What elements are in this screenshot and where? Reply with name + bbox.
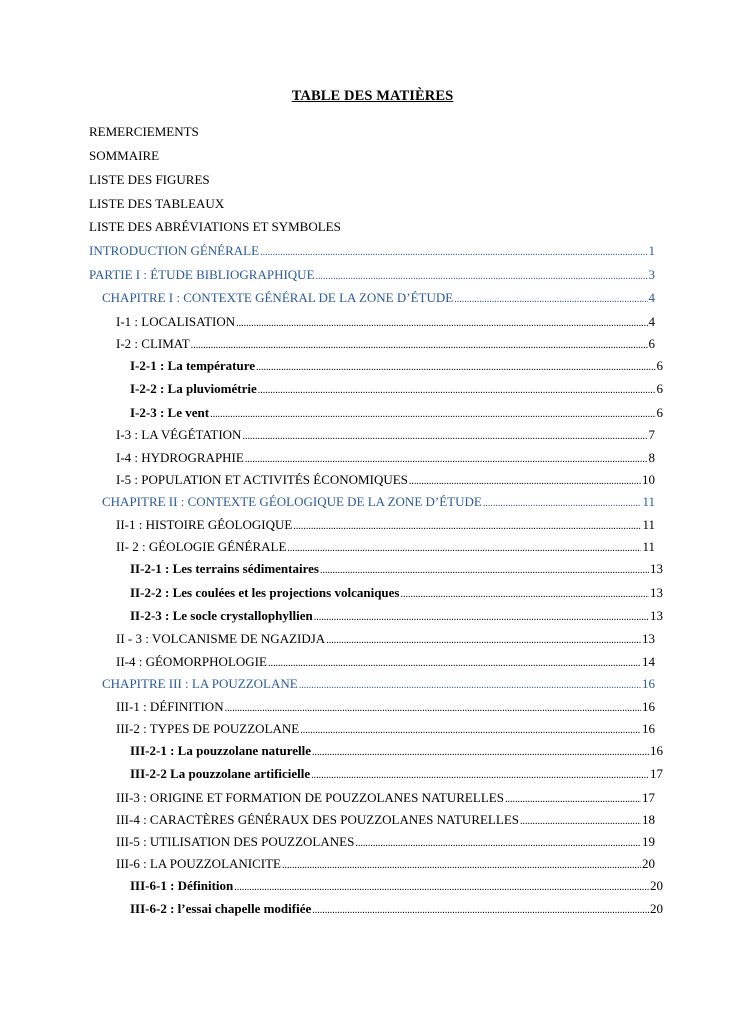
toc-entry-label: III-6-1 : Définition xyxy=(130,878,234,893)
dot-leader xyxy=(314,610,649,626)
toc-page-number: 13 xyxy=(650,561,663,576)
toc-entry-i-3[interactable] xyxy=(116,427,655,445)
toc-entry-introduction[interactable] xyxy=(89,243,655,261)
toc-page-number: 13 xyxy=(650,585,663,600)
toc-page-number: 16 xyxy=(642,721,655,736)
toc-page-number: 17 xyxy=(650,766,663,781)
toc-entry-label: III-6-2 : l’essai chapelle modifiée xyxy=(130,901,312,916)
toc-entry-iii-6[interactable] xyxy=(116,856,655,874)
toc-entry-iii-3[interactable] xyxy=(116,790,655,808)
toc-entry-ii-3[interactable] xyxy=(116,631,655,649)
toc-entry-label: III-2 : TYPES DE POUZZOLANE xyxy=(116,721,300,736)
toc-page-number: 16 xyxy=(642,676,655,691)
toc-entry-label: I-1 : LOCALISATION xyxy=(116,314,236,329)
dot-leader xyxy=(242,429,647,445)
toc-page-number: 1 xyxy=(648,243,655,258)
toc-entry-label: INTRODUCTION GÉNÉRALE xyxy=(89,243,260,258)
toc-page-number: 6 xyxy=(656,405,663,420)
toc-entry-remerciements[interactable] xyxy=(89,124,655,140)
dot-leader xyxy=(312,745,649,761)
dot-leader xyxy=(268,656,641,672)
toc-page-number: 11 xyxy=(642,517,655,532)
toc-entry-i-2-1[interactable] xyxy=(130,358,663,376)
toc-page-number: 4 xyxy=(648,290,655,305)
toc-entry-label: LISTE DES FIGURES xyxy=(89,172,210,187)
dot-leader xyxy=(454,292,647,308)
toc-page-number: 13 xyxy=(650,608,663,623)
toc-entry-ii-2-1[interactable] xyxy=(130,561,663,579)
toc-page-number: 8 xyxy=(648,450,655,465)
toc-entry-label: CHAPITRE II : CONTEXTE GÉOLOGIQUE DE LA ZONE D’ÉTUDE xyxy=(102,494,482,509)
toc-page-number: 10 xyxy=(642,472,655,487)
toc-entry-iii-4[interactable] xyxy=(116,812,655,830)
dot-leader xyxy=(505,792,641,808)
toc-entry-ii-1[interactable] xyxy=(116,517,655,535)
toc-entry-label: SOMMAIRE xyxy=(89,148,160,163)
toc-entry-label: PARTIE I : ÉTUDE BIBLIOGRAPHIQUE xyxy=(89,267,315,282)
dot-leader xyxy=(355,836,641,852)
toc-entry-i-2[interactable] xyxy=(116,336,655,354)
toc-page-number: 11 xyxy=(642,539,655,554)
toc-page-number: 18 xyxy=(642,812,655,827)
toc-entry-iii-2-1[interactable] xyxy=(130,743,663,761)
toc-page-number: 6 xyxy=(656,358,663,373)
toc-entry-liste-tableaux[interactable] xyxy=(89,196,655,212)
toc-entry-label: III-1 : DÉFINITION xyxy=(116,699,224,714)
toc-entry-label: III-6 : LA POUZZOLANICITE xyxy=(116,856,281,871)
toc-page-number: 19 xyxy=(642,834,655,849)
toc-entry-ii-2[interactable] xyxy=(116,539,655,557)
dot-leader xyxy=(191,338,648,354)
toc-page-number: 20 xyxy=(650,901,663,916)
toc-page-number: 11 xyxy=(642,494,655,509)
dot-leader xyxy=(210,407,655,423)
toc-entry-i-1[interactable] xyxy=(116,314,655,332)
toc-entry-partie-1[interactable] xyxy=(89,267,655,285)
dot-leader xyxy=(236,316,647,332)
toc-entry-label: I-2-2 : La pluviométrie xyxy=(130,381,257,396)
dot-leader xyxy=(312,903,649,919)
dot-leader xyxy=(520,814,641,830)
toc-entry-iii-5[interactable] xyxy=(116,834,655,852)
toc-entry-label: I-2-3 : Le vent xyxy=(130,405,210,420)
toc-entry-ii-4[interactable] xyxy=(116,654,655,672)
dot-leader xyxy=(234,880,649,896)
toc-entry-chapitre-2[interactable] xyxy=(102,494,655,512)
toc-entry-label: III-2-1 : La pouzzolane naturelle xyxy=(130,743,312,758)
dot-leader xyxy=(225,701,641,717)
toc-entry-chapitre-1[interactable] xyxy=(102,290,655,308)
toc-page-number: 3 xyxy=(648,267,655,282)
toc-entry-label: II-1 : HISTOIRE GÉOLOGIQUE xyxy=(116,517,293,532)
toc-entry-label: II - 3 : VOLCANISME DE NGAZIDJA xyxy=(116,631,326,646)
toc-entry-i-2-2[interactable] xyxy=(130,381,663,399)
dot-leader xyxy=(311,768,649,784)
toc-page-number: 20 xyxy=(650,878,663,893)
dot-leader xyxy=(316,269,648,285)
toc-entry-label: II-2-3 : Le socle crystallophyllien xyxy=(130,608,313,623)
toc-entry-label: II-2-2 : Les coulées et les projections volcaniques xyxy=(130,585,400,600)
toc-entry-label: I-5 : POPULATION ET ACTIVITÉS ÉCONOMIQUES xyxy=(116,472,408,487)
dot-leader xyxy=(293,519,641,535)
dot-leader xyxy=(300,723,641,739)
toc-entry-i-4[interactable] xyxy=(116,450,655,468)
dot-leader xyxy=(299,678,641,694)
toc-page-number: 17 xyxy=(642,790,655,805)
toc-entry-iii-2-2[interactable] xyxy=(130,766,663,784)
toc-page-number: 4 xyxy=(648,314,655,329)
toc-entry-label: II- 2 : GÉOLOGIE GÉNÉRALE xyxy=(116,539,287,554)
toc-entry-label: III-2-2 La pouzzolane artificielle xyxy=(130,766,311,781)
toc-page-number: 16 xyxy=(642,699,655,714)
toc-entry-iii-6-2[interactable] xyxy=(130,901,663,919)
toc-entry-label: I-3 : LA VÉGÉTATION xyxy=(116,427,242,442)
toc-entry-liste-figures[interactable] xyxy=(89,172,655,188)
toc-entry-i-2-3[interactable] xyxy=(130,405,663,423)
dot-leader xyxy=(483,496,642,512)
toc-page-number: 14 xyxy=(642,654,655,669)
toc-entry-iii-6-1[interactable] xyxy=(130,878,663,896)
toc-entry-ii-2-2[interactable] xyxy=(130,585,663,603)
dot-leader xyxy=(326,633,641,649)
toc-page-number: 6 xyxy=(648,336,655,351)
toc-entry-label: LISTE DES TABLEAUX xyxy=(89,196,225,211)
document-title: TABLE DES MATIÈRES xyxy=(291,88,454,104)
dot-leader xyxy=(260,245,647,261)
toc-entry-liste-abreviations[interactable] xyxy=(89,219,655,235)
toc-entry-label: CHAPITRE I : CONTEXTE GÉNÉRAL DE LA ZONE D’ÉTUDE xyxy=(102,290,454,305)
toc-entry-iii-2[interactable] xyxy=(116,721,655,739)
toc-entry-ii-2-3[interactable] xyxy=(130,608,663,626)
toc-page-number: 16 xyxy=(650,743,663,758)
toc-page-number: 13 xyxy=(642,631,655,646)
toc-entry-label: I-4 : HYDROGRAPHIE xyxy=(116,450,244,465)
toc-entry-label: III-4 : CARACTÈRES GÉNÉRAUX DES POUZZOLANES NATURELLES xyxy=(116,812,519,827)
toc-entry-label: I-2 : CLIMAT xyxy=(116,336,190,351)
toc-entry-label: II-2-1 : Les terrains sédimentaires xyxy=(130,561,319,576)
toc-page-number: 7 xyxy=(648,427,655,442)
toc-entry-i-5[interactable] xyxy=(116,472,655,490)
dot-leader xyxy=(400,587,649,603)
toc-entry-label: REMERCIEMENTS xyxy=(89,124,199,139)
toc-entry-label: III-3 : ORIGINE ET FORMATION DE POUZZOLANES NATURELLES xyxy=(116,790,504,805)
toc-entry-chapitre-3[interactable] xyxy=(102,676,655,694)
dot-leader xyxy=(409,474,641,490)
toc-entry-label: LISTE DES ABRÉVIATIONS ET SYMBOLES xyxy=(89,219,341,234)
toc-page-number: 20 xyxy=(642,856,655,871)
toc-entry-sommaire[interactable] xyxy=(89,148,655,164)
dot-leader xyxy=(245,452,648,468)
toc-entry-label: CHAPITRE III : LA POUZZOLANE xyxy=(102,676,298,691)
dot-leader xyxy=(320,563,649,579)
toc-entry-label: II-4 : GÉOMORPHOLOGIE xyxy=(116,654,267,669)
dot-leader xyxy=(256,360,655,376)
dot-leader xyxy=(258,383,656,399)
dot-leader xyxy=(287,541,641,557)
toc-entry-iii-1[interactable] xyxy=(116,699,655,717)
dot-leader xyxy=(282,858,641,874)
toc-entry-label: I-2-1 : La température xyxy=(130,358,256,373)
toc-page-number: 6 xyxy=(656,381,663,396)
toc-entry-label: III-5 : UTILISATION DES POUZZOLANES xyxy=(116,834,355,849)
